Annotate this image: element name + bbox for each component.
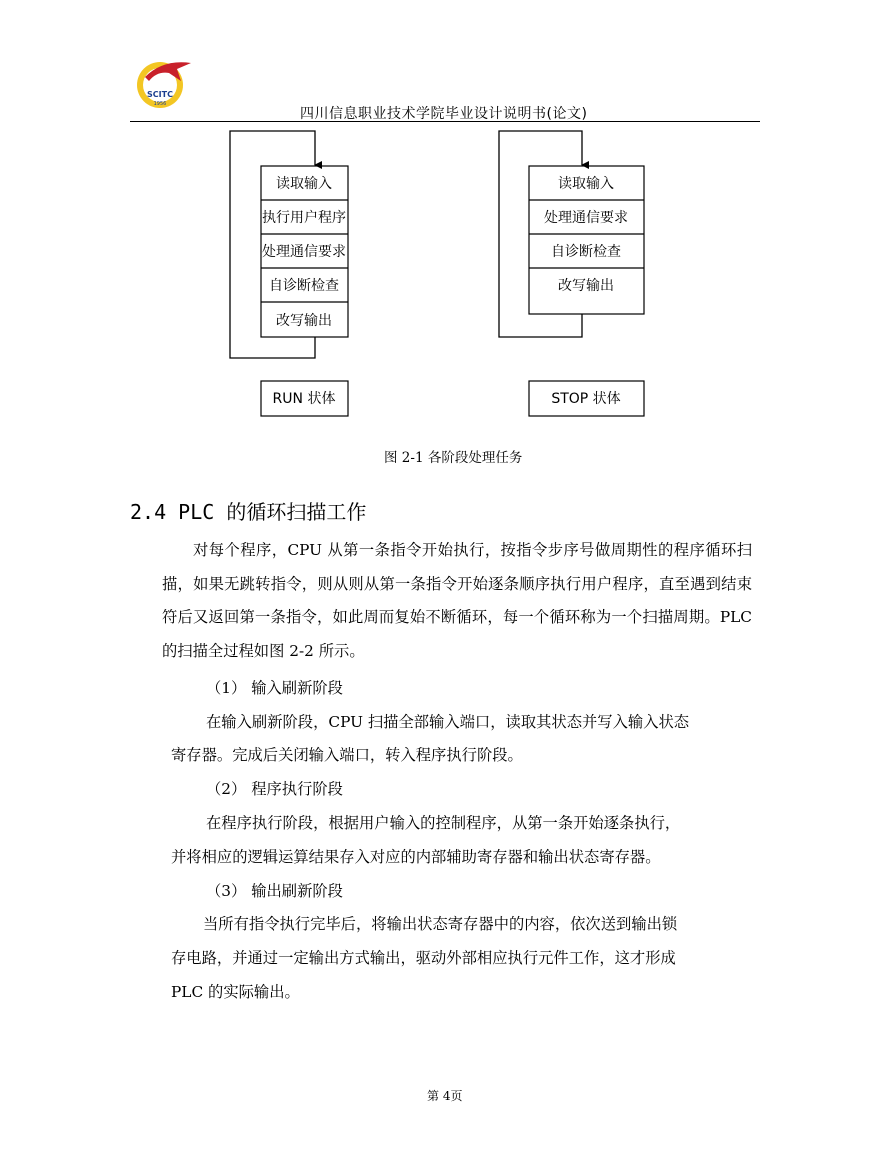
logo-year: 1956 [153,101,167,107]
paragraph-line: 当所有指令执行完毕后，将输出状态寄存器中的内容，依次送到输出锁 [203,915,678,933]
run-step: 执行用户程序 [262,210,346,226]
stop-state-label: STOP 状体 [551,391,621,407]
stop-step: 改写输出 [558,278,614,294]
run-step: 自诊断检查 [269,278,339,294]
run-state-box [261,381,348,416]
section-heading [130,496,366,525]
section-title: 的循环扫描工作 [226,500,367,524]
list-item: （2） 程序执行阶段 [206,780,343,798]
run-step: 处理通信要求 [262,244,346,260]
paragraph-line: 在程序执行阶段，根据用户输入的控制程序，从第一条开始逐条执行， [206,814,681,832]
paragraph-line: 存电路，并通过一定输出方式输出，驱动外部相应执行元件工作，这才形成 [171,949,676,967]
stop-state-box [529,381,644,416]
run-state-label: RUN 状体 [272,391,336,407]
run-steps-box [261,166,348,337]
stop-step: 自诊断检查 [551,244,621,260]
list-item: （1） 输入刷新阶段 [206,679,343,697]
scan-cycle-diagram [0,0,893,440]
paragraph-line: 在输入刷新阶段，CPU 扫描全部输入端口，读取其状态并写入输入状态 [206,713,690,731]
logo-text: SCITC [147,90,173,99]
page-number: 第 4页 [427,1089,463,1103]
paragraph-line: PLC 的实际输出。 [171,983,300,1001]
figure-caption: 图 2-1 各阶段处理任务 [384,450,523,466]
stop-steps-box [529,166,644,314]
paragraph-line: 并将相应的逻辑运算结果存入对应的内部辅助寄存器和输出状态寄存器。 [171,848,661,866]
stop-step: 读取输入 [558,176,614,192]
paragraph-line: 寄存器。完成后关闭输入端口，转入程序执行阶段。 [171,746,523,764]
section-number: 2.4 PLC [130,500,215,524]
run-step: 读取输入 [276,176,332,192]
stop-step: 处理通信要求 [544,210,628,226]
paragraph: 对每个程序，CPU 从第一条指令开始执行，按指令步序号做周期性的程序循环扫描，如果无跳转指令，则从则从第一条指令开始逐条顺序执行用户程序，直至遇到结束符后又返回第一条指令，如此周而复始不断循环，每一个循环称为一个扫描周期。PLC 的扫描全过程如图 2-2 所示。 [162,541,752,660]
run-step: 改写输出 [276,313,332,329]
document-header-title: 四川信息职业技术学院毕业设计说明书(论文) [300,106,588,122]
list-item: （3） 输出刷新阶段 [206,882,343,900]
